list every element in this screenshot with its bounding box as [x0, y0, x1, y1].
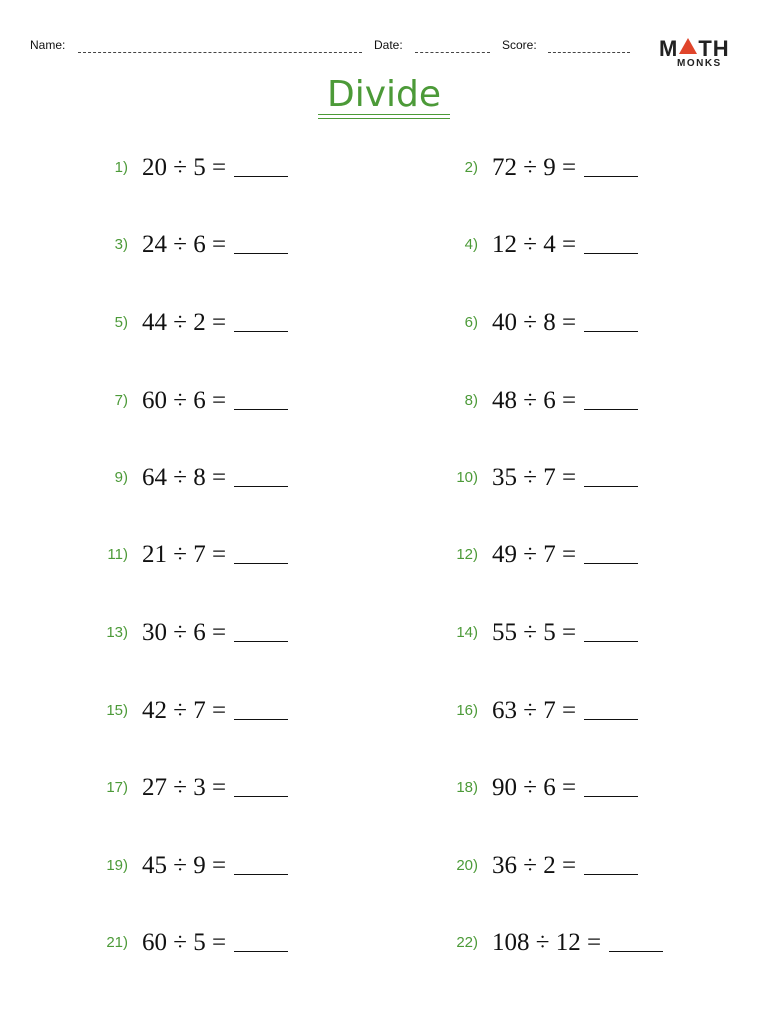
problem-expression: 27 ÷ 3 = — [142, 774, 227, 801]
problem-item — [114, 305, 288, 345]
answer-blank[interactable] — [234, 305, 288, 332]
problem-number: 1) — [114, 159, 128, 176]
problem-number: 4) — [464, 236, 478, 253]
answer-blank[interactable] — [234, 615, 288, 642]
problem-item — [456, 537, 638, 577]
name-label: Name: — [30, 38, 66, 52]
problem-item — [114, 150, 288, 190]
problem-item — [106, 925, 288, 965]
problem-number: 9) — [114, 469, 128, 486]
answer-blank[interactable] — [584, 383, 638, 410]
answer-blank[interactable] — [584, 615, 638, 642]
problem-number: 18) — [456, 779, 478, 796]
problem-item — [464, 383, 638, 423]
problem-expression: 72 ÷ 9 = — [492, 154, 577, 181]
problem-expression: 21 ÷ 7 = — [142, 541, 227, 568]
answer-blank[interactable] — [234, 848, 288, 875]
title-underline-2 — [318, 118, 450, 119]
problem-number: 15) — [106, 702, 128, 719]
logo-wordmark: M TH — [659, 36, 730, 61]
problem-expression: 55 ÷ 5 = — [492, 619, 577, 646]
problem-item — [107, 537, 288, 577]
problem-number: 22) — [456, 934, 478, 951]
problem-number: 19) — [106, 857, 128, 874]
problem-number: 6) — [464, 314, 478, 331]
name-field[interactable] — [78, 52, 362, 53]
page-title: Divide — [326, 74, 442, 115]
problem-number: 11) — [107, 546, 128, 563]
problem-item — [456, 925, 663, 965]
title-underline — [318, 114, 450, 115]
problem-number: 16) — [456, 702, 478, 719]
problem-expression: 108 ÷ 12 = — [492, 929, 602, 956]
problem-item — [456, 615, 638, 655]
answer-blank[interactable] — [234, 227, 288, 254]
problem-item — [114, 460, 288, 500]
problem-expression: 30 ÷ 6 = — [142, 619, 227, 646]
problem-number: 8) — [464, 392, 478, 409]
problem-expression: 36 ÷ 2 = — [492, 852, 577, 879]
problem-expression: 44 ÷ 2 = — [142, 309, 227, 336]
problem-number: 13) — [106, 624, 128, 641]
problem-number: 7) — [114, 392, 128, 409]
problem-expression: 42 ÷ 7 = — [142, 697, 227, 724]
problem-number: 14) — [456, 624, 478, 641]
logo-triangle-icon — [679, 38, 697, 54]
problem-expression: 40 ÷ 8 = — [492, 309, 577, 336]
answer-blank[interactable] — [584, 305, 638, 332]
problem-item — [106, 848, 288, 888]
math-monks-logo — [659, 36, 731, 72]
problem-item — [114, 227, 288, 267]
problem-item — [456, 460, 638, 500]
problem-number: 12) — [456, 546, 478, 563]
problem-number: 21) — [106, 934, 128, 951]
problem-item — [106, 693, 288, 733]
problem-expression: 24 ÷ 6 = — [142, 231, 227, 258]
answer-blank[interactable] — [584, 693, 638, 720]
problem-item — [464, 305, 638, 345]
answer-blank[interactable] — [234, 537, 288, 564]
problem-item — [456, 770, 638, 810]
problem-number: 17) — [106, 779, 128, 796]
problem-expression: 60 ÷ 5 = — [142, 929, 227, 956]
problem-item — [456, 693, 638, 733]
date-field[interactable] — [415, 52, 490, 53]
problem-expression: 90 ÷ 6 = — [492, 774, 577, 801]
problem-expression: 63 ÷ 7 = — [492, 697, 577, 724]
worksheet-header — [30, 38, 630, 56]
problem-expression: 12 ÷ 4 = — [492, 231, 577, 258]
answer-blank[interactable] — [234, 460, 288, 487]
answer-blank[interactable] — [584, 150, 638, 177]
problem-expression: 64 ÷ 8 = — [142, 464, 227, 491]
problem-number: 5) — [114, 314, 128, 331]
answer-blank[interactable] — [234, 150, 288, 177]
answer-blank[interactable] — [234, 693, 288, 720]
problem-item — [106, 770, 288, 810]
problem-expression: 60 ÷ 6 = — [142, 387, 227, 414]
answer-blank[interactable] — [609, 925, 663, 952]
problem-item — [464, 227, 638, 267]
answer-blank[interactable] — [584, 460, 638, 487]
problem-number: 2) — [464, 159, 478, 176]
score-field[interactable] — [548, 52, 630, 53]
answer-blank[interactable] — [234, 925, 288, 952]
problem-item — [106, 615, 288, 655]
problem-item — [114, 383, 288, 423]
score-label: Score: — [502, 38, 537, 52]
logo-subtitle: MONKS — [677, 58, 722, 69]
problem-expression: 35 ÷ 7 = — [492, 464, 577, 491]
problem-expression: 45 ÷ 9 = — [142, 852, 227, 879]
problem-expression: 20 ÷ 5 = — [142, 154, 227, 181]
problem-expression: 48 ÷ 6 = — [492, 387, 577, 414]
problem-number: 20) — [456, 857, 478, 874]
problem-number: 10) — [456, 469, 478, 486]
problem-number: 3) — [114, 236, 128, 253]
problem-item — [456, 848, 638, 888]
answer-blank[interactable] — [584, 848, 638, 875]
answer-blank[interactable] — [584, 537, 638, 564]
date-label: Date: — [374, 38, 403, 52]
answer-blank[interactable] — [234, 770, 288, 797]
problem-expression: 49 ÷ 7 = — [492, 541, 577, 568]
answer-blank[interactable] — [584, 770, 638, 797]
problem-item — [464, 150, 638, 190]
answer-blank[interactable] — [234, 383, 288, 410]
answer-blank[interactable] — [584, 227, 638, 254]
